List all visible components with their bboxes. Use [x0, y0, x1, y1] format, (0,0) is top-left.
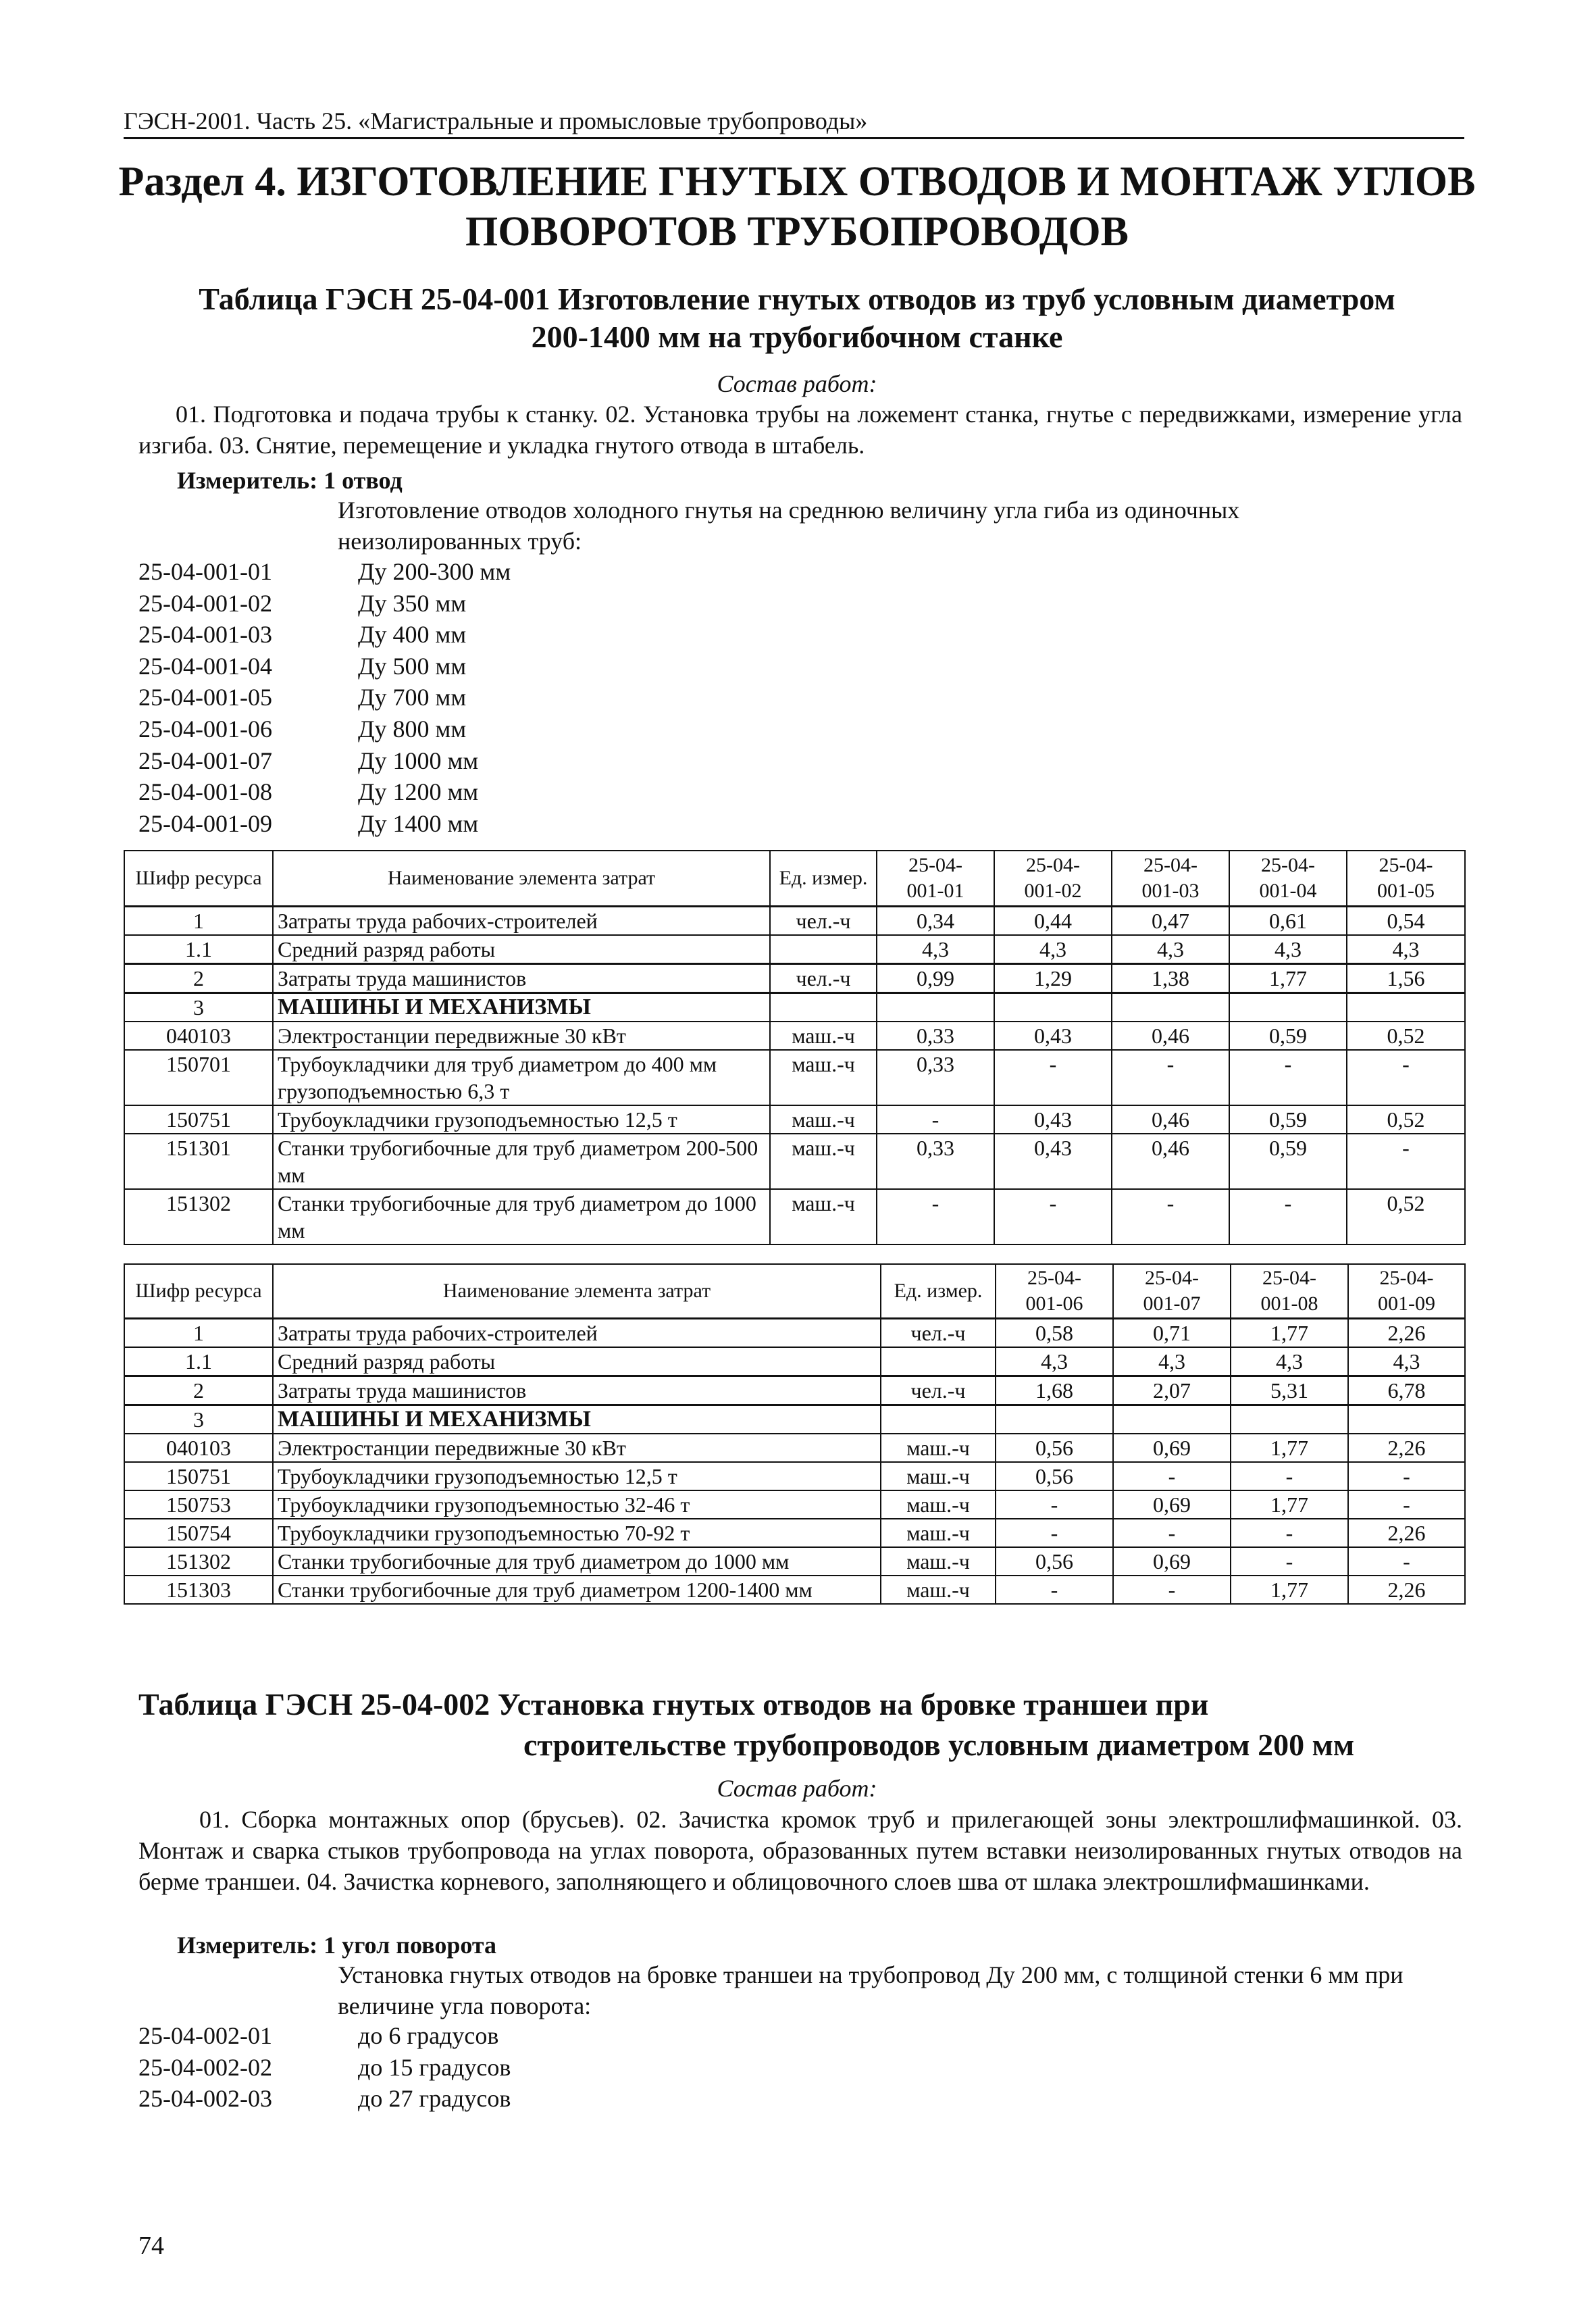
row-value: 1,38 — [1112, 963, 1229, 992]
running-header: ГЭСН-2001. Часть 25. «Магистральные и промысловые трубопроводы» — [124, 107, 868, 134]
row-name: МАШИНЫ И МЕХАНИЗМЫ — [273, 1405, 881, 1434]
section-title-line-1: Раздел 4. ИЗГОТОВЛЕНИЕ ГНУТЫХ ОТВОДОВ И МОНТАЖ УГЛОВ — [118, 159, 1476, 205]
section-title — [101, 157, 1493, 257]
row-value: 2,26 — [1348, 1434, 1465, 1462]
row-unit — [881, 1405, 996, 1434]
row-unit: маш.-ч — [881, 1434, 996, 1462]
row-code: 151301 — [124, 1134, 273, 1189]
row-unit: чел.-ч — [770, 963, 877, 992]
code-description: Ду 350 мм — [358, 589, 467, 617]
row-value — [1231, 1405, 1348, 1434]
row-value: 1,77 — [1229, 963, 1347, 992]
table1-code-list — [138, 556, 511, 839]
table-row — [124, 1318, 1465, 1347]
table1-work-label: Состав работ: — [717, 370, 877, 397]
row-name: Электростанции передвижные 30 кВт — [273, 1434, 881, 1462]
row-value: - — [1348, 1490, 1465, 1519]
row-value — [877, 992, 994, 1022]
row-value: 1,68 — [996, 1376, 1113, 1405]
row-unit: чел.-ч — [770, 906, 877, 935]
row-unit — [770, 935, 877, 964]
row-value: - — [1229, 1189, 1347, 1244]
table-row — [124, 992, 1465, 1022]
row-value — [996, 1405, 1113, 1434]
row-unit: маш.-ч — [770, 1134, 877, 1189]
row-value: 0,43 — [994, 1022, 1112, 1050]
row-value: 0,56 — [996, 1547, 1113, 1576]
table2-code-list — [138, 2020, 511, 2115]
row-name: Трубоукладчики для труб диаметром до 400 мм грузоподъемностью 6,3 т — [273, 1050, 770, 1105]
row-code: 150753 — [124, 1490, 273, 1519]
row-value: 4,3 — [1112, 935, 1229, 964]
table-row — [124, 1105, 1465, 1134]
row-code: 1.1 — [124, 1347, 273, 1376]
row-value: 0,43 — [994, 1105, 1112, 1134]
row-unit: маш.-ч — [881, 1490, 996, 1519]
row-name: Затраты труда рабочих-строителей — [273, 1318, 881, 1347]
table2-work-text: 01. Сборка монтажных опор (брусьев). 02. Зачистка кромок труб и прилегающей зоны электрошлифмашинкой. 03. Монтаж и сварка стыков трубопровода на углах поворота, образованных путем вставки неизолированных гнутых отводов на берме траншеи. 04. Зачистка корневого, заполняющего и облицовочного слоев шва от шлака электрошлифмашинками. — [138, 1806, 1462, 1895]
resource-code: 25-04-001-09 — [138, 809, 272, 837]
table-row — [124, 1050, 1465, 1105]
row-value — [1113, 1405, 1231, 1434]
column-header-code-3: 25-04- 001-03 — [1112, 851, 1229, 906]
column-header-code-4: 25-04- 001-09 — [1348, 1264, 1465, 1318]
row-value: - — [996, 1576, 1113, 1604]
resource-code: 25-04-002-03 — [138, 2085, 272, 2113]
table-row — [124, 1405, 1465, 1434]
row-value: 0,59 — [1229, 1022, 1347, 1050]
resource-code: 25-04-001-06 — [138, 715, 272, 743]
code-description: Ду 400 мм — [358, 621, 467, 649]
row-unit: маш.-ч — [770, 1022, 877, 1050]
row-value: 1,77 — [1231, 1576, 1348, 1604]
code-description: до 6 градусов — [358, 2022, 499, 2049]
row-value: 0,58 — [996, 1318, 1113, 1347]
table-row — [124, 963, 1465, 992]
row-value: 5,31 — [1231, 1376, 1348, 1405]
table-row — [124, 935, 1465, 964]
table2-title-line-2: строительстве трубопроводов условным диаметром 200 мм — [523, 1728, 1355, 1762]
row-code: 2 — [124, 1376, 273, 1405]
table-row — [124, 1576, 1465, 1604]
row-value: - — [996, 1519, 1113, 1547]
row-unit: маш.-ч — [770, 1105, 877, 1134]
row-value: 0,33 — [877, 1022, 994, 1050]
row-value: - — [1113, 1462, 1231, 1490]
code-row — [138, 808, 511, 840]
row-unit: маш.-ч — [881, 1576, 996, 1604]
row-value: - — [1112, 1050, 1229, 1105]
column-header-unit: Ед. измер. — [881, 1264, 996, 1318]
row-code: 150751 — [124, 1462, 273, 1490]
resource-table-a — [124, 850, 1466, 1245]
row-value: - — [1347, 1134, 1465, 1189]
row-code: 150751 — [124, 1105, 273, 1134]
row-value: - — [1348, 1547, 1465, 1576]
section-title-line-2: ПОВОРОТОВ ТРУБОПРОВОДОВ — [465, 209, 1129, 255]
row-name: Электростанции передвижные 30 кВт — [273, 1022, 770, 1050]
code-row — [138, 682, 511, 713]
row-value: - — [877, 1189, 994, 1244]
row-value: - — [1231, 1547, 1348, 1576]
row-value: 0,46 — [1112, 1134, 1229, 1189]
table1-meter: Измеритель: 1 отвод — [177, 467, 403, 494]
row-value: 2,26 — [1348, 1519, 1465, 1547]
table2-meter: Измеритель: 1 угол поворота — [177, 1932, 496, 1959]
row-unit: маш.-ч — [881, 1519, 996, 1547]
row-name: Средний разряд работы — [273, 1347, 881, 1376]
code-description: до 27 градусов — [358, 2085, 511, 2113]
row-name: Станки трубогибочные для труб диаметром до 1000 мм — [273, 1547, 881, 1576]
table-row — [124, 906, 1465, 935]
row-value: 4,3 — [877, 935, 994, 964]
column-header-code-1: 25-04- 001-06 — [996, 1264, 1113, 1318]
row-code: 1 — [124, 906, 273, 935]
row-name: Затраты труда машинистов — [273, 963, 770, 992]
code-row — [138, 713, 511, 745]
table2-work-label: Состав работ: — [717, 1775, 877, 1802]
code-row — [138, 651, 511, 682]
row-unit: маш.-ч — [881, 1462, 996, 1490]
page-number: 74 — [138, 2232, 164, 2260]
row-value: 0,59 — [1229, 1134, 1347, 1189]
row-unit: маш.-ч — [881, 1547, 996, 1576]
row-value: - — [1229, 1050, 1347, 1105]
row-value: 0,33 — [877, 1050, 994, 1105]
row-code: 1 — [124, 1318, 273, 1347]
row-value: 4,3 — [996, 1347, 1113, 1376]
row-value: 0,52 — [1347, 1105, 1465, 1134]
row-value: 4,3 — [994, 935, 1112, 964]
row-value: 0,33 — [877, 1134, 994, 1189]
row-value: 0,46 — [1112, 1022, 1229, 1050]
row-value: 0,44 — [994, 906, 1112, 935]
row-name: Затраты труда рабочих-строителей — [273, 906, 770, 935]
row-name: Трубоукладчики грузоподъемностью 12,5 т — [273, 1105, 770, 1134]
row-value — [1348, 1405, 1465, 1434]
column-header-code-5: 25-04- 001-05 — [1347, 851, 1465, 906]
code-description: Ду 200-300 мм — [358, 558, 511, 585]
row-unit: маш.-ч — [770, 1050, 877, 1105]
row-value: 2,26 — [1348, 1576, 1465, 1604]
column-header-code-2: 25-04- 001-02 — [994, 851, 1112, 906]
row-name: Средний разряд работы — [273, 935, 770, 964]
table2-intro: Установка гнутых отводов на бровке траншеи на трубопровод Ду 200 мм, с толщиной стенки 6 мм при величине угла поворота: — [338, 1961, 1404, 2019]
row-value — [1112, 992, 1229, 1022]
code-description: Ду 1200 мм — [358, 778, 479, 806]
row-value: 4,3 — [1113, 1347, 1231, 1376]
row-code: 1.1 — [124, 935, 273, 964]
row-value: 1,77 — [1231, 1490, 1348, 1519]
table1-title — [101, 280, 1493, 356]
row-value: 0,47 — [1112, 906, 1229, 935]
code-row — [138, 619, 511, 651]
row-name: Станки трубогибочные для труб диаметром до 1000 мм — [273, 1189, 770, 1244]
row-value — [1347, 992, 1465, 1022]
row-value: 0,71 — [1113, 1318, 1231, 1347]
row-value: - — [1231, 1519, 1348, 1547]
resource-code: 25-04-001-01 — [138, 558, 272, 585]
table-row — [124, 1134, 1465, 1189]
table-row — [124, 1434, 1465, 1462]
table-row — [124, 1347, 1465, 1376]
table2-title-line-1: Таблица ГЭСН 25-04-002 Установка гнутых отводов на бровке траншеи при — [138, 1687, 1209, 1721]
resource-code: 25-04-001-04 — [138, 652, 272, 680]
row-value: 0,46 — [1112, 1105, 1229, 1134]
row-value: - — [877, 1105, 994, 1134]
row-value: 2,07 — [1113, 1376, 1231, 1405]
row-value: 4,3 — [1347, 935, 1465, 964]
column-header-code: Шифр ресурса — [124, 851, 273, 906]
table-row — [124, 1490, 1465, 1519]
row-value: 1,77 — [1231, 1434, 1348, 1462]
row-value: 0,69 — [1113, 1547, 1231, 1576]
row-code: 151302 — [124, 1547, 273, 1576]
table1-work-text: 01. Подготовка и подача трубы к станку. 02. Установка трубы на ложемент станка, гнутье с передвижками, измерение угла изгиба. 03. Снятие, перемещение и укладка гнутого отвода в штабель. — [138, 401, 1462, 459]
row-value: 2,26 — [1348, 1318, 1465, 1347]
row-code: 2 — [124, 963, 273, 992]
column-header-unit: Ед. измер. — [770, 851, 877, 906]
code-row — [138, 776, 511, 808]
table-row — [124, 1189, 1465, 1244]
row-name: Затраты труда машинистов — [273, 1376, 881, 1405]
table1-title-line-1: Таблица ГЭСН 25-04-001 Изготовление гнутых отводов из труб условным диаметром — [199, 282, 1395, 316]
column-header-name: Наименование элемента затрат — [273, 851, 770, 906]
row-value — [994, 992, 1112, 1022]
row-value: 6,78 — [1348, 1376, 1465, 1405]
row-value: 4,3 — [1348, 1347, 1465, 1376]
row-name: Станки трубогибочные для труб диаметром 1200-1400 мм — [273, 1576, 881, 1604]
row-value: 0,61 — [1229, 906, 1347, 935]
resource-code: 25-04-001-02 — [138, 589, 272, 617]
row-value: 0,43 — [994, 1134, 1112, 1189]
code-description: до 15 градусов — [358, 2053, 511, 2081]
row-unit: чел.-ч — [881, 1376, 996, 1405]
row-value: 4,3 — [1229, 935, 1347, 964]
row-value: - — [1231, 1462, 1348, 1490]
row-value: 0,56 — [996, 1462, 1113, 1490]
row-code: 3 — [124, 1405, 273, 1434]
resource-code: 25-04-001-05 — [138, 684, 272, 711]
resource-table-b — [124, 1263, 1466, 1605]
row-unit — [881, 1347, 996, 1376]
row-code: 040103 — [124, 1434, 273, 1462]
row-code: 150701 — [124, 1050, 273, 1105]
row-name: Трубоукладчики грузоподъемностью 70-92 т — [273, 1519, 881, 1547]
table-row — [124, 1022, 1465, 1050]
header-rule — [124, 137, 1464, 139]
column-header-code-2: 25-04- 001-07 — [1113, 1264, 1231, 1318]
row-value: 0,69 — [1113, 1490, 1231, 1519]
code-description: Ду 500 мм — [358, 652, 467, 680]
code-row — [138, 2020, 511, 2052]
resource-code: 25-04-002-01 — [138, 2022, 272, 2049]
table1-intro: Изготовление отводов холодного гнутья на среднюю величину угла гиба из одиночных неизолированных труб: — [338, 497, 1240, 555]
row-name: Трубоукладчики грузоподъемностью 12,5 т — [273, 1462, 881, 1490]
table-row — [124, 1519, 1465, 1547]
code-row — [138, 2083, 511, 2115]
column-header-code-3: 25-04- 001-08 — [1231, 1264, 1348, 1318]
row-name: МАШИНЫ И МЕХАНИЗМЫ — [273, 992, 770, 1022]
code-description: Ду 700 мм — [358, 684, 467, 711]
table1-title-line-2: 200-1400 мм на трубогибочном станке — [531, 320, 1063, 354]
code-row — [138, 588, 511, 620]
row-unit: чел.-ч — [881, 1318, 996, 1347]
row-unit — [770, 992, 877, 1022]
row-value: 0,52 — [1347, 1022, 1465, 1050]
row-value: - — [1348, 1462, 1465, 1490]
row-value — [1229, 992, 1347, 1022]
row-value: - — [1113, 1576, 1231, 1604]
row-value: 0,56 — [996, 1434, 1113, 1462]
code-description: Ду 800 мм — [358, 715, 467, 743]
row-value: 1,56 — [1347, 963, 1465, 992]
table-row — [124, 1462, 1465, 1490]
resource-code: 25-04-001-08 — [138, 778, 272, 806]
code-row — [138, 2052, 511, 2084]
row-code: 151302 — [124, 1189, 273, 1244]
row-code: 040103 — [124, 1022, 273, 1050]
row-value: 0,52 — [1347, 1189, 1465, 1244]
code-description: Ду 1400 мм — [358, 809, 479, 837]
code-row — [138, 745, 511, 777]
row-value: - — [994, 1050, 1112, 1105]
table-row — [124, 1547, 1465, 1576]
column-header-code-4: 25-04- 001-04 — [1229, 851, 1347, 906]
row-name: Станки трубогибочные для труб диаметром 200-500 мм — [273, 1134, 770, 1189]
resource-code: 25-04-002-02 — [138, 2053, 272, 2081]
row-value: - — [1113, 1519, 1231, 1547]
row-value: 0,99 — [877, 963, 994, 992]
row-code: 3 — [124, 992, 273, 1022]
row-name: Трубоукладчики грузоподъемностью 32-46 т — [273, 1490, 881, 1519]
row-unit: маш.-ч — [770, 1189, 877, 1244]
row-code: 150754 — [124, 1519, 273, 1547]
code-row — [138, 556, 511, 588]
row-value: - — [996, 1490, 1113, 1519]
row-value: 4,3 — [1231, 1347, 1348, 1376]
row-code: 151303 — [124, 1576, 273, 1604]
column-header-name: Наименование элемента затрат — [273, 1264, 881, 1318]
resource-code: 25-04-001-03 — [138, 621, 272, 649]
table-row — [124, 1376, 1465, 1405]
row-value: 1,77 — [1231, 1318, 1348, 1347]
code-description: Ду 1000 мм — [358, 747, 479, 774]
column-header-code: Шифр ресурса — [124, 1264, 273, 1318]
row-value: 1,29 — [994, 963, 1112, 992]
row-value: - — [1112, 1189, 1229, 1244]
row-value: 0,34 — [877, 906, 994, 935]
resource-code: 25-04-001-07 — [138, 747, 272, 774]
row-value: 0,54 — [1347, 906, 1465, 935]
column-header-code-1: 25-04- 001-01 — [877, 851, 994, 906]
row-value: 0,69 — [1113, 1434, 1231, 1462]
row-value: - — [994, 1189, 1112, 1244]
row-value: - — [1347, 1050, 1465, 1105]
row-value: 0,59 — [1229, 1105, 1347, 1134]
